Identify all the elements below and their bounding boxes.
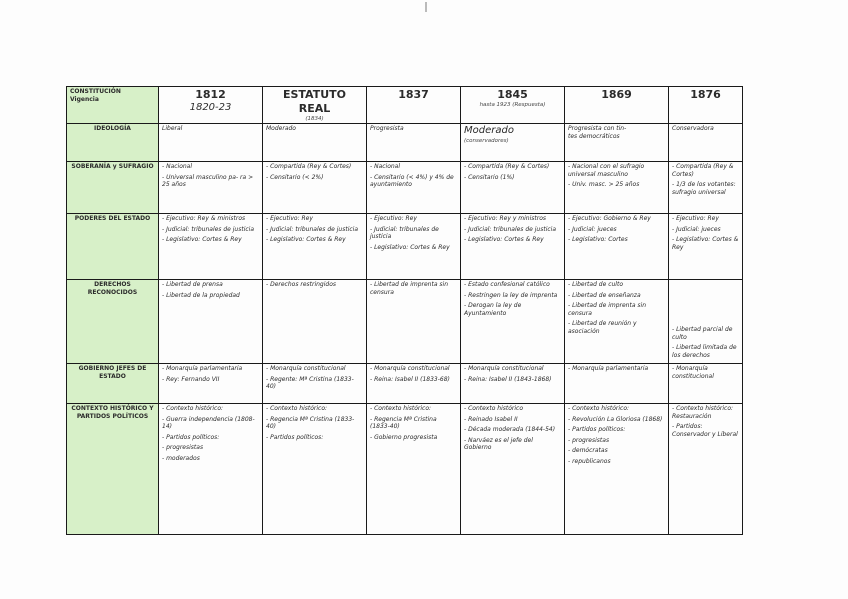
rowhead-ideologia: IDEOLOGÍA [67, 124, 159, 162]
cell: - Monarquía constitucional - Reina: Isabel II (1843-1868) [461, 364, 565, 404]
rowhead-derechos: DERECHOS RECONOCIDOS [67, 280, 159, 364]
cell: - Monarquía parlamentaria - Rey: Fernando VII [159, 364, 263, 404]
col-1876: 1876 [669, 87, 743, 124]
cell: - Libertad parcial de culto - Libertad limitada de los derechos [669, 280, 743, 364]
col-estatuto: ESTATUTO REAL (1834) [263, 87, 367, 124]
cell: - Monarquía constitucional [669, 364, 743, 404]
cell: - Ejecutivo: Rey & ministros - Judicial: tribunales de justicia - Legislativo: Cortes & Rey [159, 214, 263, 280]
row-soberania [67, 162, 743, 214]
cell: - Compartida (Rey & Cortes) - Censitario (1%) [461, 162, 565, 214]
rowhead-contexto: CONTEXTO HISTÓRICO Y PARTIDOS POLÍTICOS [67, 404, 159, 535]
row-ideologia [67, 124, 743, 162]
constitution-table [66, 86, 743, 535]
rowhead-soberania: SOBERANÍA y SUFRAGIO [67, 162, 159, 214]
rowhead-poderes: PODERES DEL ESTADO [67, 214, 159, 280]
cell: - Libertad de imprenta sin censura [367, 280, 461, 364]
row-derechos [67, 280, 743, 364]
cell: - Nacional - Universal masculino pa- ra > 25 años [159, 162, 263, 214]
cell: - Ejecutivo: Gobierno & Rey - Judicial: jueces - Legislativo: Cortes [565, 214, 669, 280]
col-1812: 1812 1820-23 [159, 87, 263, 124]
cell: - Ejecutivo: Rey - Judicial: tribunales de justicia - Legislativo: Cortes & Rey [367, 214, 461, 280]
cell: Conservadora [669, 124, 743, 162]
cell: Moderado (conservadores) [461, 124, 565, 162]
cell: - Ejecutivo: Rey - Judicial: jueces - Legislativo: Cortes & Rey [669, 214, 743, 280]
header-row [67, 87, 743, 124]
cell: - Compartida (Rey & Cortes) - Censitario (< 2%) [263, 162, 367, 214]
cell: - Libertad de culto - Libertad de enseñanza - Libertad de imprenta sin censura - Libertad de reunión y asociación [565, 280, 669, 364]
cell: - Libertad de prensa - Libertad de la propiedad [159, 280, 263, 364]
cell: - Ejecutivo: Rey - Judicial: tribunales de justicia - Legislativo: Cortes & Rey [263, 214, 367, 280]
rowhead-gobierno: GOBIERNO JEFES DE ESTADO [67, 364, 159, 404]
cell: - Nacional - Censitario (< 4%) y 4% de ayuntamiento [367, 162, 461, 214]
cell: - Contexto histórico - Reinado Isabel II - Década moderada (1844-54) - Narváez es el jefe del Gobierno [461, 404, 565, 535]
cell: - Ejecutivo: Rey y ministros - Judicial: tribunales de justicia - Legislativo: Cortes & Rey [461, 214, 565, 280]
cell: - Contexto histórico: Restauración - Partidos: Conservador y Liberal [669, 404, 743, 535]
cell: - Monarquía parlamentaria [565, 364, 669, 404]
cell: - Estado confesional católico - Restringen la ley de imprenta - Derogan la ley de Ayuntamiento [461, 280, 565, 364]
cell: - Derechos restringidos [263, 280, 367, 364]
cell: Progresista con tin- tes democráticos [565, 124, 669, 162]
cell: - Compartida (Rey & Cortes) - 1/3 de los votantes: sufragio universal [669, 162, 743, 214]
col-1845: 1845 hasta 1923 (Respuesta) [461, 87, 565, 124]
cell: - Contexto histórico: - Revolución La Gloriosa (1868) - Partidos políticos: - progresistas - demócratas - republicanos [565, 404, 669, 535]
col-1837: 1837 [367, 87, 461, 124]
cell: - Monarquía constitucional - Reina: Isabel II (1833-68) [367, 364, 461, 404]
cell: - Contexto histórico: - Guerra independencia (1808-14) - Partidos políticos: - progresistas - moderados [159, 404, 263, 535]
row-gobierno [67, 364, 743, 404]
row-contexto [67, 404, 743, 535]
cell: Moderado [263, 124, 367, 162]
corner-cell [67, 87, 159, 124]
cell: - Nacional con el sufragio universal masculino - Univ. masc. > 25 años [565, 162, 669, 214]
cell: Progresista [367, 124, 461, 162]
cell: Liberal [159, 124, 263, 162]
col-1869: 1869 [565, 87, 669, 124]
punch-mark [425, 2, 427, 12]
corner-title: CONSTITUCIÓN [70, 88, 121, 95]
cell: - Monarquía constitucional - Regente: Mª Cristina (1833-40) [263, 364, 367, 404]
row-poderes [67, 214, 743, 280]
corner-subtitle: Vigencia [70, 95, 99, 103]
cell: - Contexto histórico: - Regencia Mª Cristina (1833-40) - Partidos políticos: [263, 404, 367, 535]
cell: - Contexto histórico: - Regencia Mª Cristina (1833-40) - Gobierno progresista [367, 404, 461, 535]
